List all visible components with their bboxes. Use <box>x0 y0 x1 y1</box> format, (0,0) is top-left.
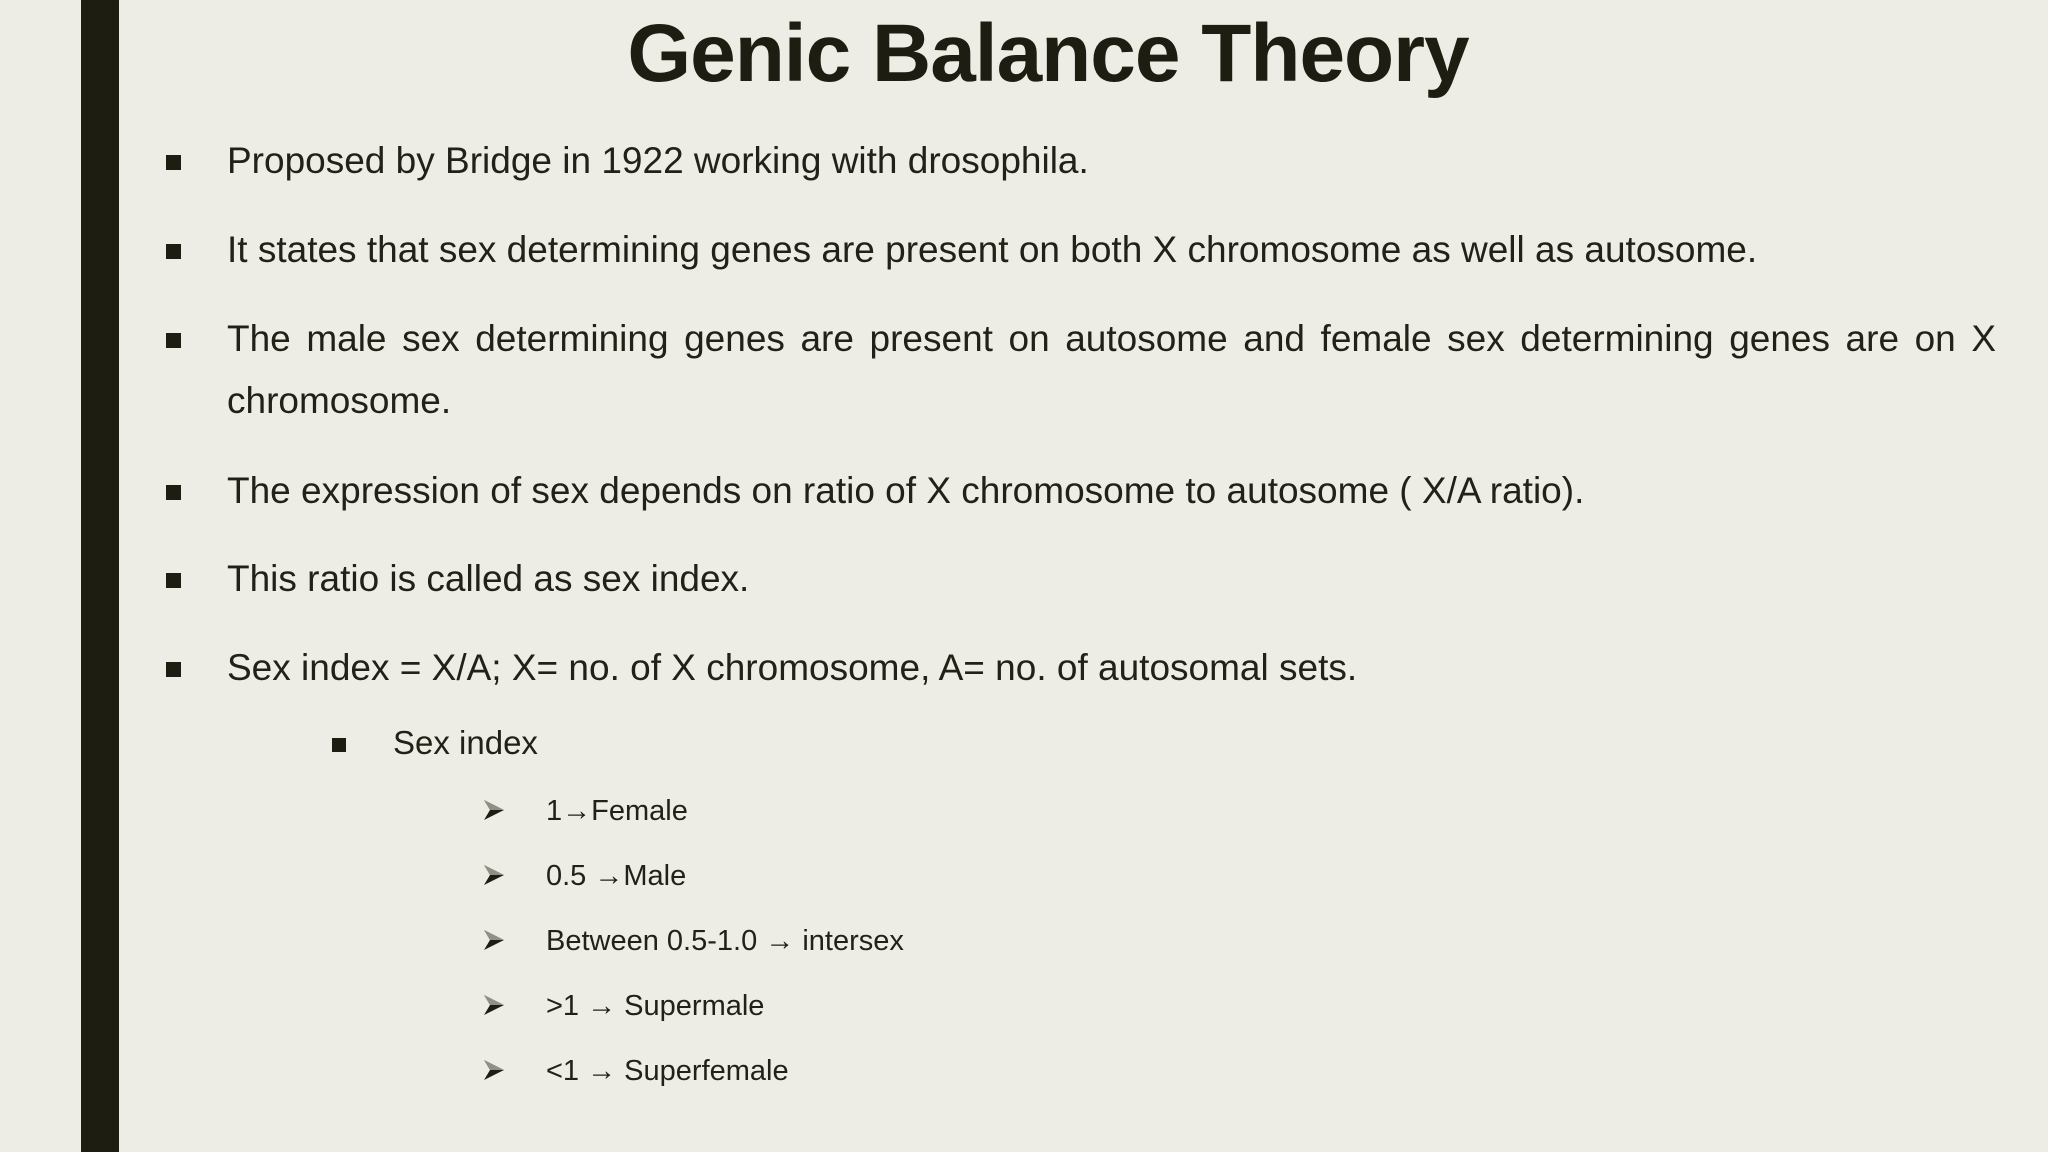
bullet-item <box>166 130 1996 192</box>
bullet-item <box>166 308 1996 432</box>
accent-bar <box>81 0 119 1152</box>
sub-list-text: Between 0.5-1.0 → intersex <box>546 925 904 957</box>
bullet-text: Sex index = X/A; X= no. of X chromosome, A= no. of autosomal sets. <box>227 647 1358 688</box>
square-bullet-icon <box>166 662 181 677</box>
arrowhead-bullet-icon <box>482 1058 506 1082</box>
arrowhead-bullet-icon <box>482 928 506 952</box>
arrowhead-bullet-icon <box>482 863 506 887</box>
square-bullet-icon <box>166 573 181 588</box>
square-bullet-icon <box>166 333 181 348</box>
bullet-text: Proposed by Bridge in 1922 working with drosophila. <box>227 140 1089 181</box>
square-bullet-icon <box>166 155 181 170</box>
sub-list-text: 1→Female <box>546 795 688 827</box>
square-bullet-icon <box>332 738 346 752</box>
bullet-item <box>166 460 1996 522</box>
bullet-text: The male sex determining genes are present on autosome and female sex determining genes are on X chromosome. <box>227 318 1996 421</box>
bullet-item <box>166 548 1996 610</box>
bullet-item <box>166 219 1996 281</box>
square-bullet-icon <box>166 485 181 500</box>
bullet-item <box>166 637 1996 699</box>
slide-title-text: Genic Balance Theory <box>627 8 1469 99</box>
sub-list-text: >1 → Supermale <box>546 990 765 1022</box>
bullet-text: This ratio is called as sex index. <box>227 558 750 599</box>
slide-title <box>0 4 2048 104</box>
arrowhead-bullet-icon <box>482 798 506 822</box>
sub-list-text: 0.5 →Male <box>546 860 687 892</box>
sub-list-text: <1 → Superfemale <box>546 1055 789 1087</box>
arrowhead-bullet-icon <box>482 993 506 1017</box>
bullet-text: The expression of sex depends on ratio of X chromosome to autosome ( X/A ratio). <box>227 470 1585 511</box>
square-bullet-icon <box>166 244 181 259</box>
bullet-text: It states that sex determining genes are present on both X chromosome as well as autosome. <box>227 229 1758 270</box>
sub-bullet-text: Sex index <box>393 724 538 761</box>
